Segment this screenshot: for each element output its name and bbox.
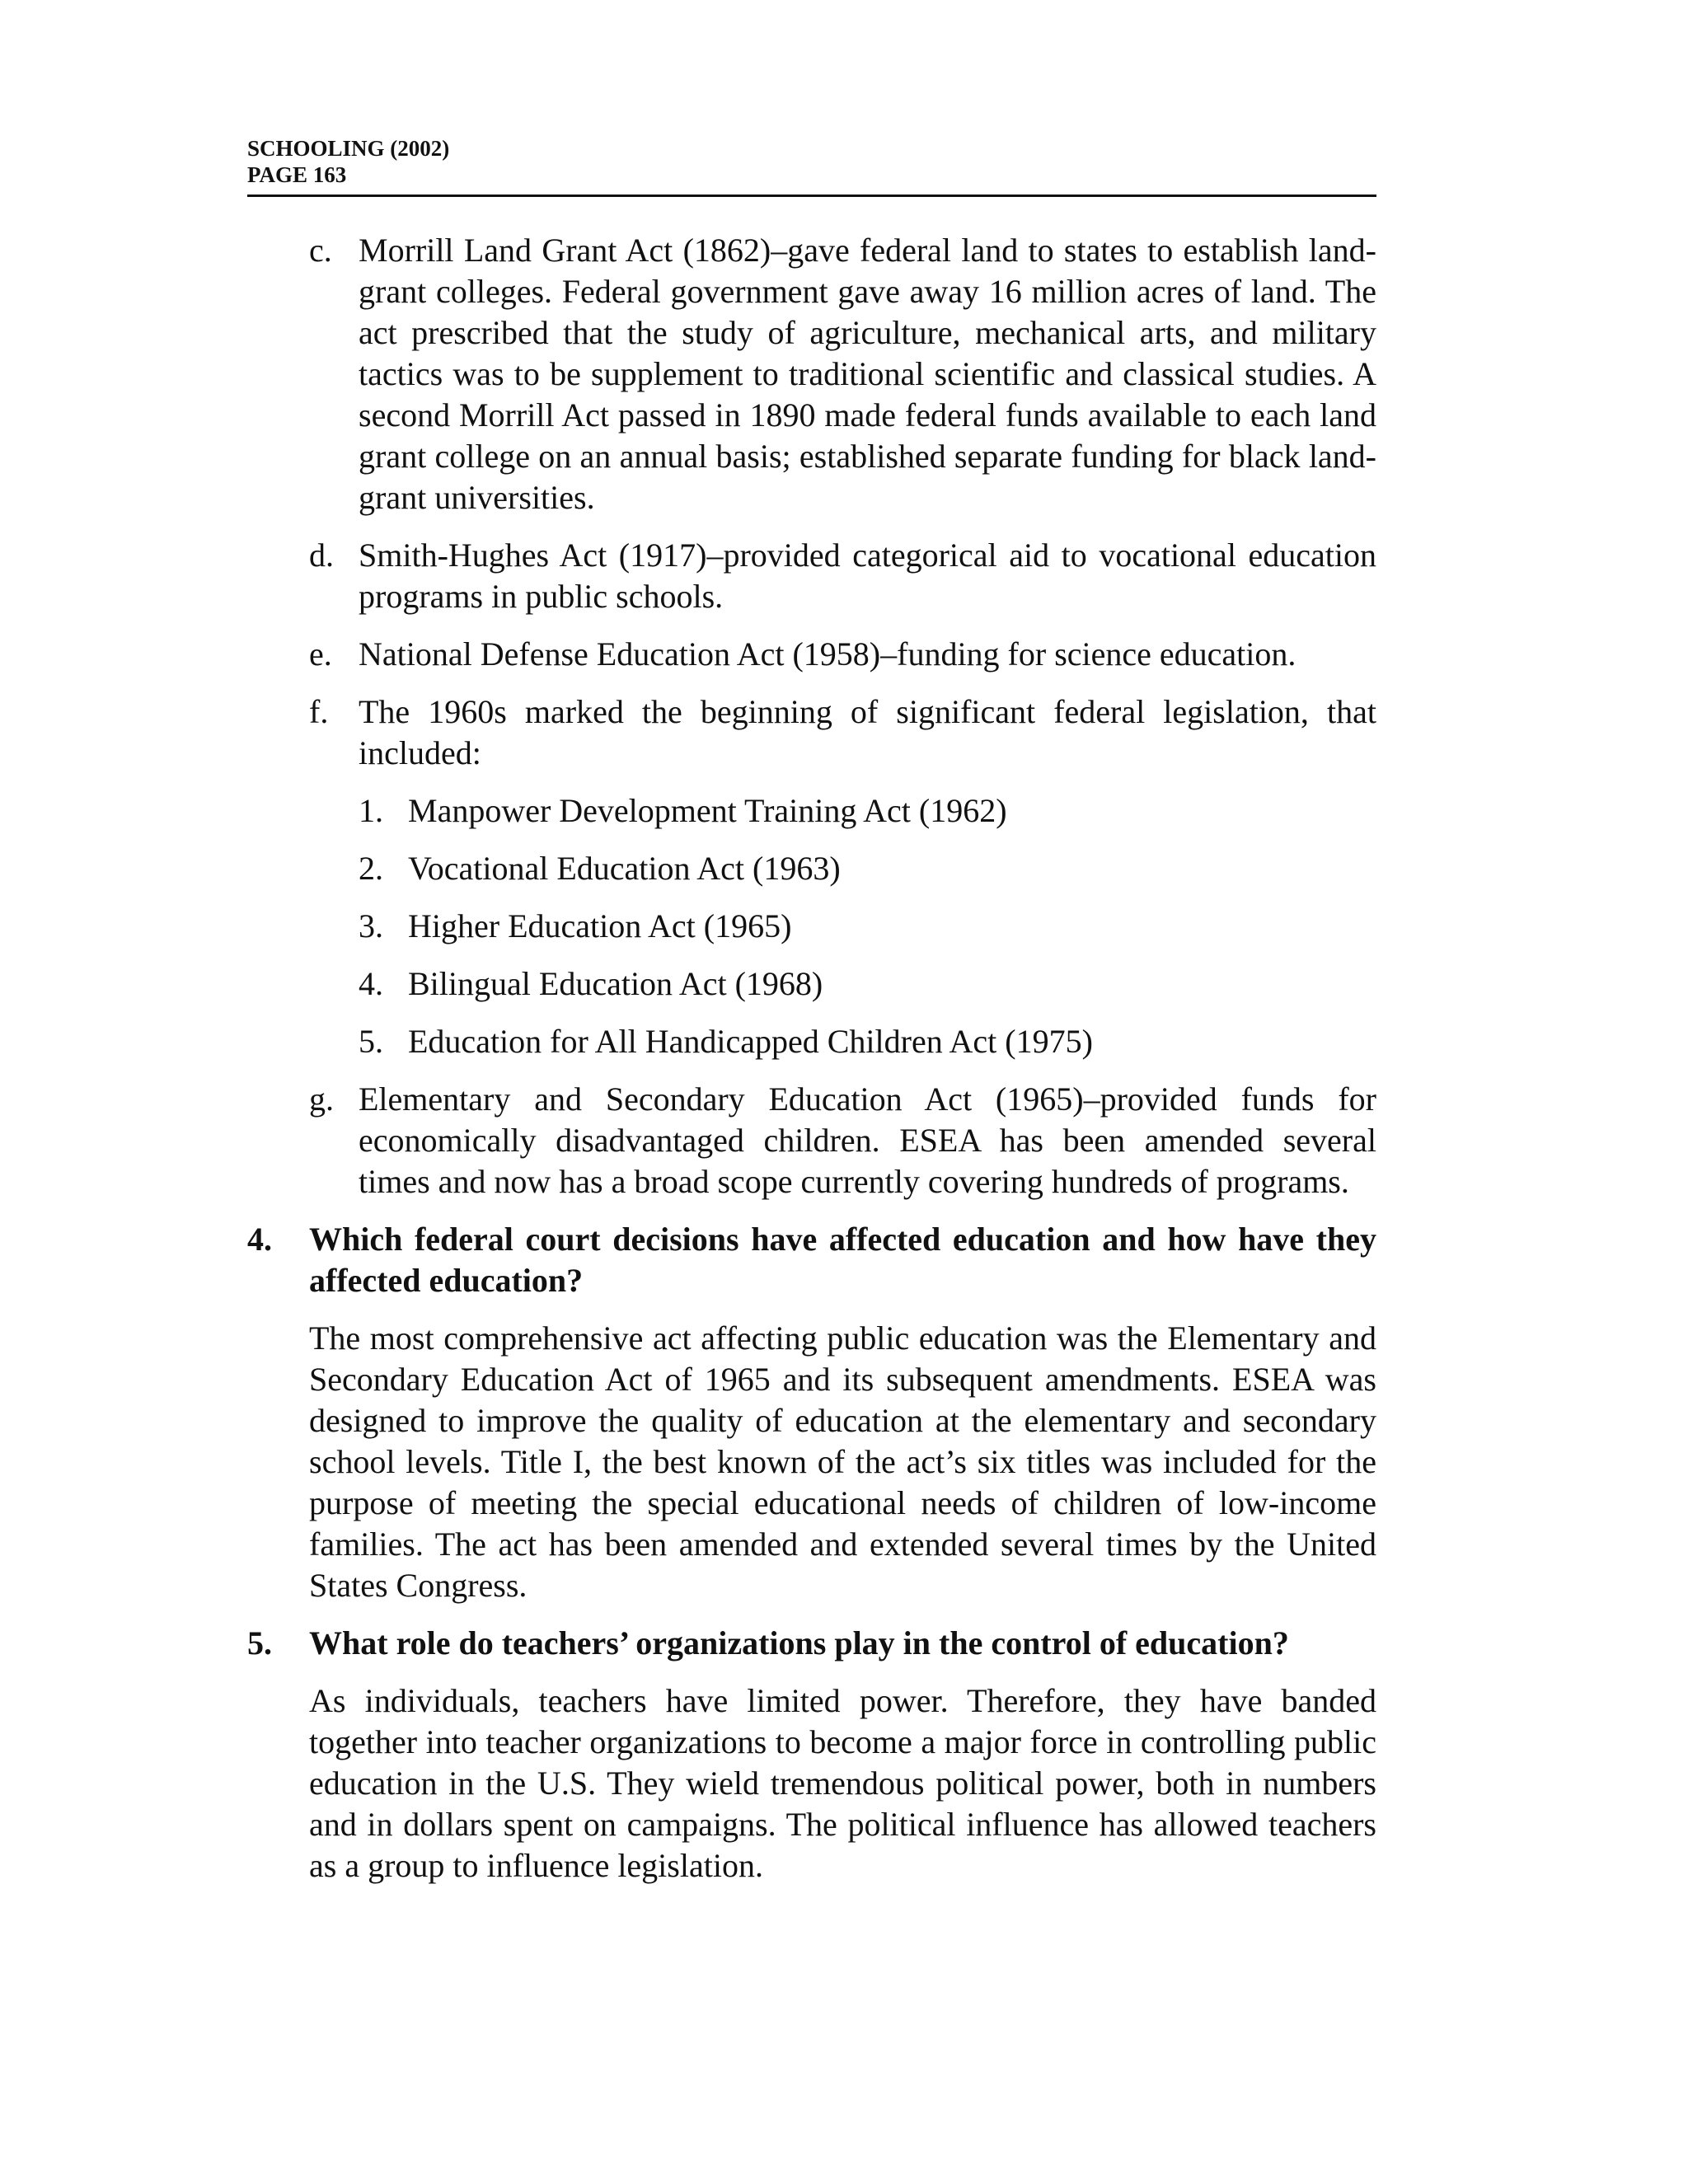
- list-item-text: Morrill Land Grant Act (1862)–gave federal land to states to establish land-grant colleges. Federal government gave away 16 million acres of land. The act prescribed that the study of agriculture, mechanical arts, and military tactics was to be supplement to traditional scientific and classical studies. A second Morrill Act passed in 1890 made federal funds available to each land grant college on an annual basis; established separate funding for black land-grant universities.: [359, 232, 1376, 516]
- sublist-marker: 4.: [359, 965, 383, 1002]
- list-item-text: Elementary and Secondary Education Act (1965)–provided funds for economically disadvantaged children. ESEA has been amended several times and now has a broad scope currently covering hundreds of programs.: [359, 1080, 1376, 1200]
- answer-5: As individuals, teachers have limited power. Therefore, they have banded together into teacher organizations to become a major force in controlling public education in the U.S. They wield tremendous political power, both in numbers and in dollars spent on campaigns. The political influence has allowed teachers as a group to influence legislation.: [309, 1682, 1376, 1884]
- sublist-marker: 1.: [359, 792, 383, 829]
- list-marker: c.: [309, 232, 332, 269]
- legislation-sublist: [359, 790, 1376, 1062]
- header-title: SCHOOLING (2002): [247, 136, 450, 161]
- question-number: 4.: [247, 1221, 272, 1258]
- header-page-number: PAGE 163: [247, 162, 347, 187]
- list-marker: f.: [309, 693, 329, 730]
- list-marker: d.: [309, 537, 334, 574]
- running-header: [247, 135, 1376, 197]
- question-text: Which federal court decisions have affected education and how have they affected education?: [309, 1221, 1376, 1299]
- page-content: [247, 230, 1376, 1886]
- list-item-text: The 1960s marked the beginning of significant federal legislation, that included:: [359, 693, 1376, 771]
- question-text: What role do teachers’ organizations play in the control of education?: [309, 1624, 1289, 1661]
- sublist-item-text: Vocational Education Act (1963): [408, 850, 841, 887]
- sublist-item: [359, 1021, 1376, 1062]
- sublist-marker: 3.: [359, 907, 383, 944]
- sublist-item: [359, 906, 1376, 947]
- sublist-item-text: Manpower Development Training Act (1962): [408, 792, 1007, 829]
- sublist-item-text: Bilingual Education Act (1968): [408, 965, 823, 1002]
- list-item-d: [309, 535, 1376, 617]
- page: [247, 135, 1376, 1903]
- answer-4: The most comprehensive act affecting public education was the Elementary and Secondary Education Act of 1965 and its subsequent amendments. ESEA was designed to improve the quality of education at the elementary and secondary school levels. Title I, the best known of the act’s six titles was included for the purpose of meeting the special educational needs of children of low-income families. The act has been amended and extended several times by the United States Congress.: [309, 1319, 1376, 1604]
- list-marker: g.: [309, 1080, 334, 1118]
- sublist-marker: 2.: [359, 850, 383, 887]
- list-item-f: [309, 691, 1376, 1062]
- sublist-item: [359, 848, 1376, 889]
- list-item-text: Smith-Hughes Act (1917)–provided categorical aid to vocational education programs in public schools.: [359, 537, 1376, 615]
- sublist-marker: 5.: [359, 1023, 383, 1060]
- list-item-text: National Defense Education Act (1958)–funding for science education.: [359, 635, 1296, 673]
- question-4: [247, 1219, 1376, 1301]
- list-marker: e.: [309, 635, 332, 673]
- sublist-item: [359, 790, 1376, 832]
- list-item-e: [309, 634, 1376, 675]
- question-number: 5.: [247, 1624, 272, 1661]
- question-5: [247, 1623, 1376, 1664]
- list-item-g: [309, 1079, 1376, 1202]
- list-item-c: [309, 230, 1376, 518]
- sublist-item: [359, 963, 1376, 1005]
- sublist-item-text: Higher Education Act (1965): [408, 907, 792, 944]
- sublist-item-text: Education for All Handicapped Children Act (1975): [408, 1023, 1093, 1060]
